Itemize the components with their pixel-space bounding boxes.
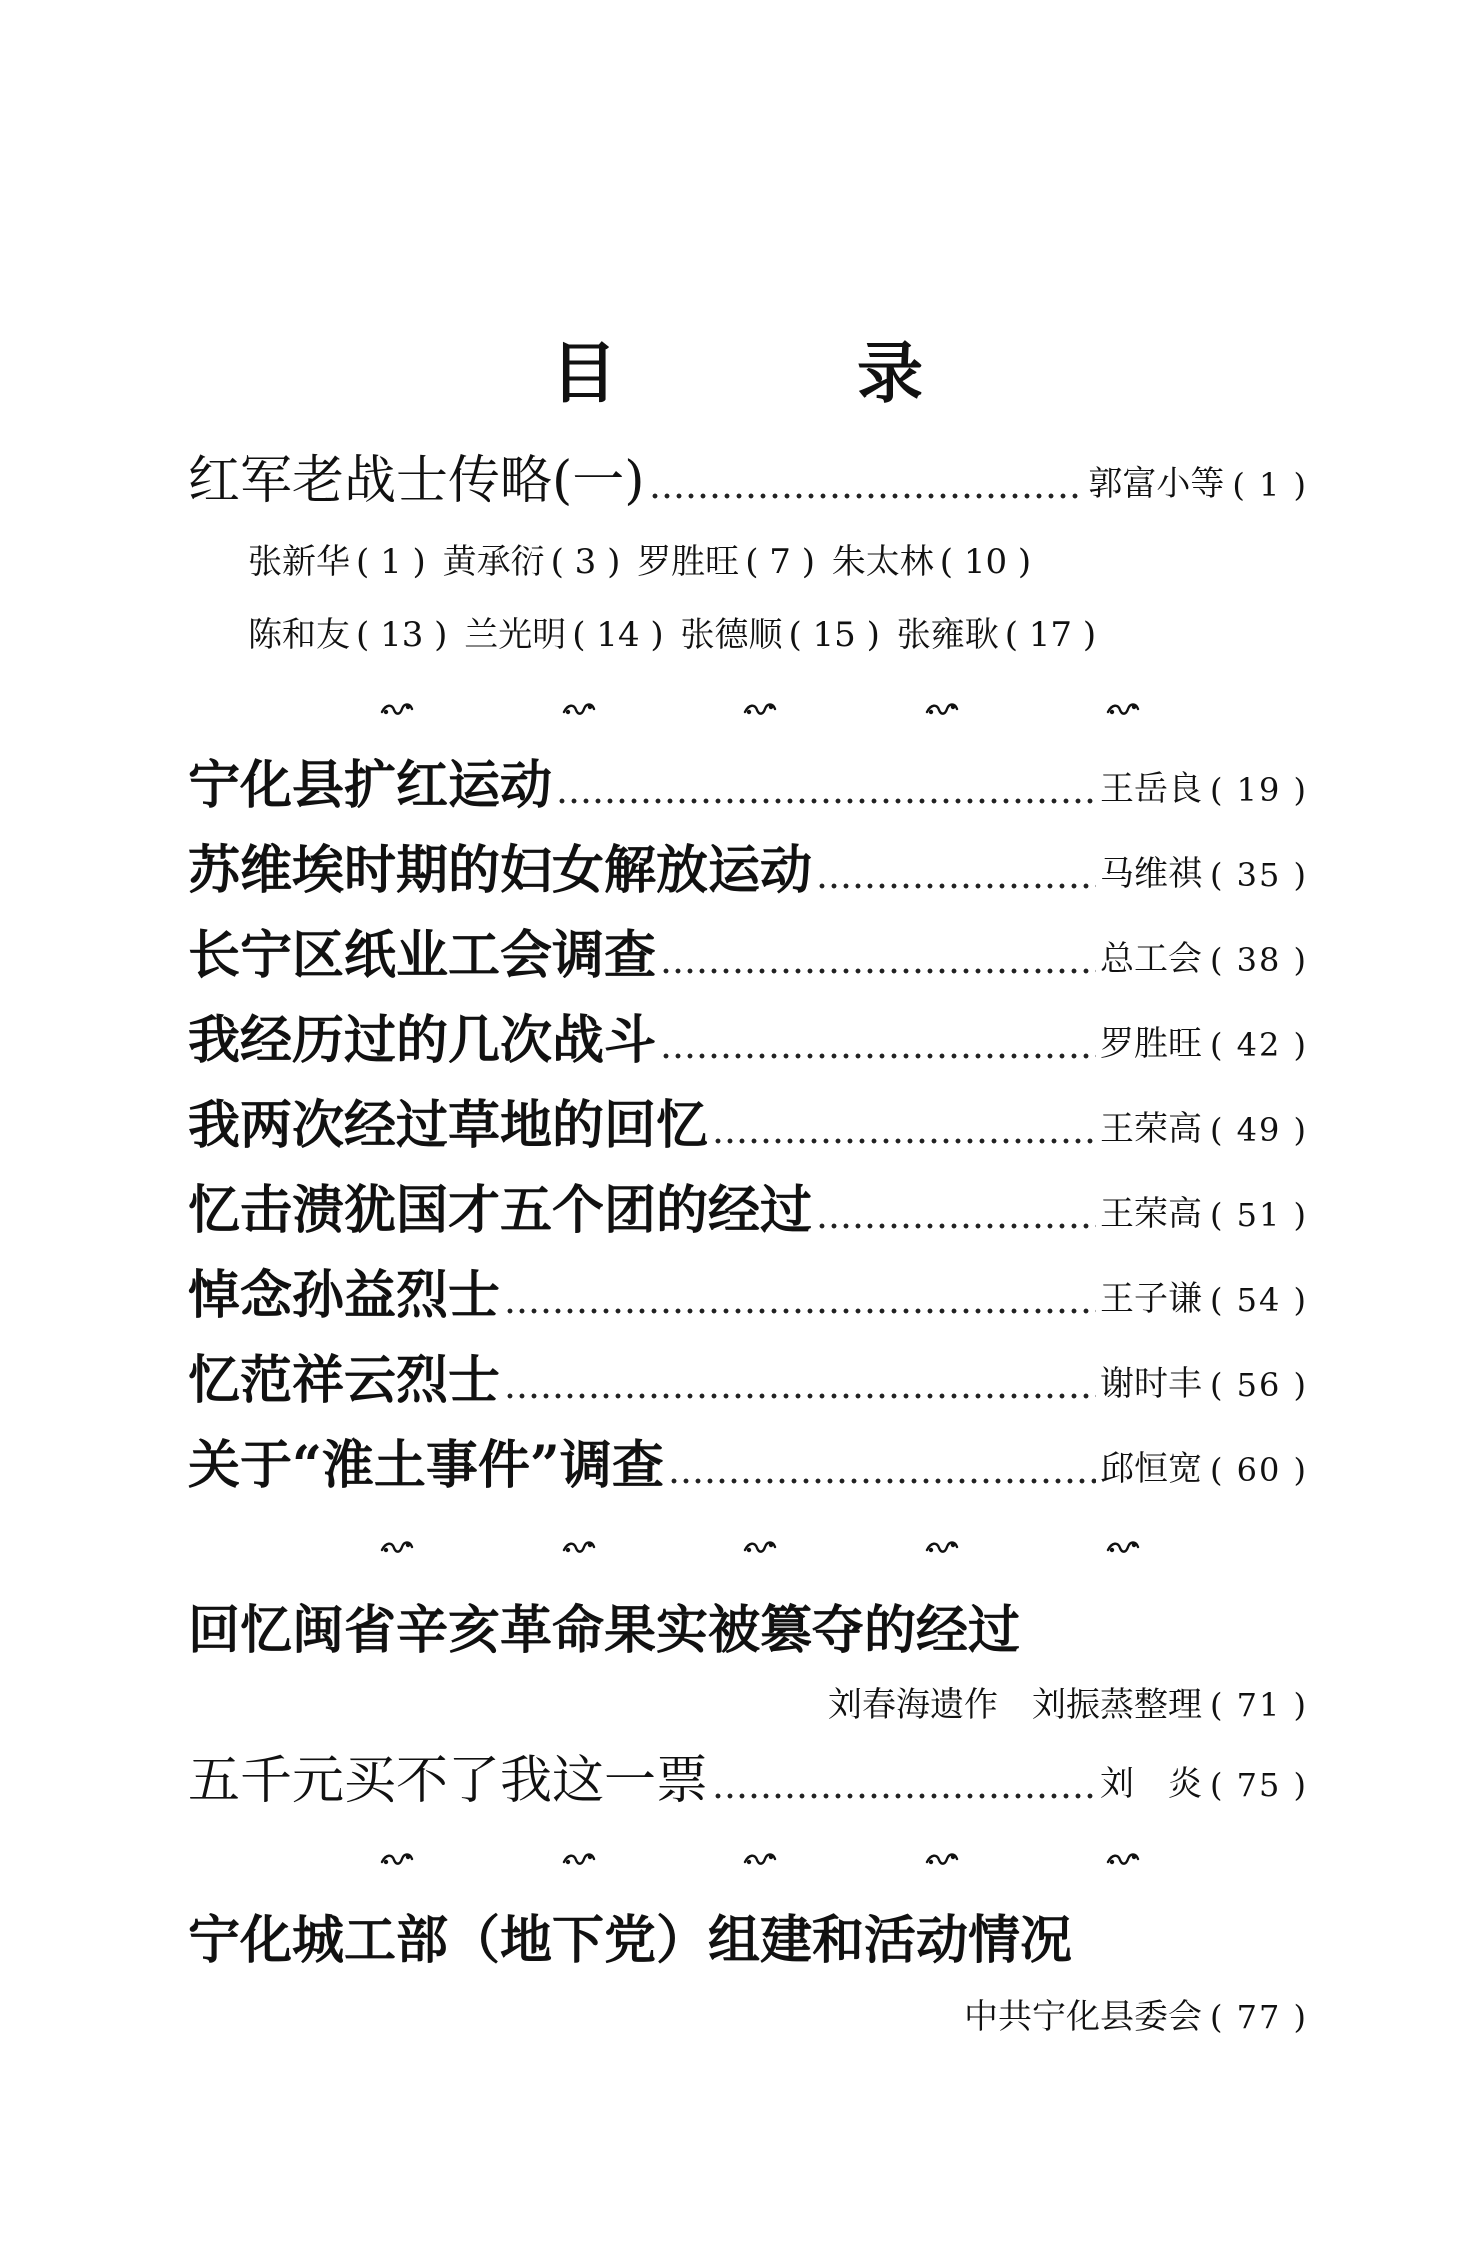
entry-page: ( 71 )	[1209, 1686, 1308, 1724]
entry-page: ( 42 )	[1209, 1026, 1308, 1064]
ornament-icon	[743, 1538, 777, 1556]
entry-title: 长宁区纸业工会调查	[188, 925, 657, 986]
entry-author: 谢时丰	[1099, 1364, 1202, 1404]
entry-author: 王荣高	[1099, 1109, 1202, 1149]
entry-page: ( 35 )	[1209, 856, 1308, 894]
entry-page: ( 51 )	[1209, 1196, 1308, 1234]
title-char-right: 录	[857, 334, 923, 412]
sub-entries-line-2	[248, 615, 1308, 655]
toc-entry	[188, 451, 1308, 511]
entry-page: ( 56 )	[1209, 1366, 1308, 1404]
ornament-icon	[925, 700, 959, 718]
entry-page: ( 54 )	[1209, 1281, 1308, 1319]
ornament-icon	[380, 1850, 414, 1868]
ornament-icon	[562, 1850, 596, 1868]
leader-dots	[660, 1051, 1096, 1061]
entry-author: 中共宁化县委会	[963, 1997, 1202, 2037]
entry-author: 邱恒宽	[1099, 1449, 1202, 1489]
entry-page: ( 75 )	[1209, 1766, 1308, 1804]
entry-title: 宁化县扩红运动	[188, 755, 553, 816]
ornament-divider	[380, 700, 1140, 718]
ornament-icon	[562, 1538, 596, 1556]
sub-entry-name: 兰光明	[464, 615, 567, 655]
entry-title: 悼念孙益烈士	[188, 1265, 501, 1326]
entry-title: 宁化城工部（地下党）组建和活动情况	[188, 1910, 1073, 1971]
sub-entry-page: ( 10 )	[939, 542, 1032, 582]
leader-dots	[649, 491, 1085, 501]
entry-author: 马维祺	[1099, 854, 1202, 894]
ornament-icon	[1106, 700, 1140, 718]
toc-entry	[188, 1010, 1308, 1071]
toc-entry	[188, 1435, 1308, 1496]
entry-author: 王子谦	[1099, 1279, 1202, 1319]
toc-entry	[188, 925, 1308, 986]
leader-dots	[816, 1221, 1096, 1231]
ornament-icon	[743, 1850, 777, 1868]
ornament-icon	[1106, 1538, 1140, 1556]
entry-author: 王岳良	[1099, 769, 1202, 809]
sub-entry-page: ( 13 )	[356, 615, 448, 655]
toc-entry	[188, 1265, 1308, 1326]
toc-entry	[188, 1180, 1308, 1241]
entry-author: 郭富小等	[1088, 464, 1225, 504]
ornament-icon	[562, 700, 596, 718]
sub-entry-name: 张德顺	[680, 615, 783, 655]
sub-entry-page: ( 1 )	[356, 542, 426, 582]
entry-title: 忆击溃犹国才五个团的经过	[188, 1180, 813, 1241]
sub-entry-page: ( 14 )	[572, 615, 664, 655]
entry-page: ( 19 )	[1209, 771, 1308, 809]
ornament-divider	[380, 1538, 1140, 1556]
entry-title: 忆范祥云烈士	[188, 1350, 501, 1411]
entry-title: 五千元买不了我这一票	[188, 1751, 709, 1811]
sub-entries-line-1	[248, 542, 1308, 582]
entry-page: ( 38 )	[1209, 941, 1308, 979]
leader-dots	[816, 881, 1096, 891]
entry-title: 我两次经过草地的回忆	[188, 1095, 709, 1156]
ornament-icon	[380, 1538, 414, 1556]
leader-dots	[668, 1476, 1096, 1486]
leader-dots	[504, 1306, 1096, 1316]
entry-page: ( 77 )	[1209, 1998, 1308, 2036]
entry-page: ( 49 )	[1209, 1111, 1308, 1149]
ornament-icon	[925, 1850, 959, 1868]
ornament-icon	[380, 700, 414, 718]
leader-dots	[712, 1791, 1096, 1801]
page-title	[0, 320, 1474, 415]
sub-entry-name: 黄承衍	[442, 542, 545, 582]
title-char-left: 目	[551, 334, 617, 412]
entry-title: 关于“淮土事件”调查	[188, 1435, 664, 1496]
entry-author: 刘春海遗作 刘振蒸整理	[827, 1685, 1202, 1725]
entry-author: 罗胜旺	[1099, 1024, 1202, 1064]
ornament-icon	[925, 1538, 959, 1556]
sub-entry-page: ( 15 )	[788, 615, 880, 655]
toc-entry	[188, 1095, 1308, 1156]
sub-entry-page: ( 3 )	[550, 542, 621, 582]
leader-dots	[712, 1136, 1096, 1146]
entry-author: 刘 炎	[1099, 1764, 1202, 1804]
leader-dots	[660, 966, 1096, 976]
ornament-icon	[1106, 1850, 1140, 1868]
entry-credit	[963, 1997, 1308, 2037]
ornament-icon	[743, 700, 777, 718]
toc-entry	[188, 840, 1308, 901]
sub-entry-page: ( 7 )	[745, 542, 815, 582]
sub-entry-name: 张新华	[248, 542, 350, 582]
entry-author: 王荣高	[1099, 1194, 1202, 1234]
entry-title: 我经历过的几次战斗	[188, 1010, 657, 1071]
entry-page: ( 60 )	[1209, 1451, 1308, 1489]
leader-dots	[504, 1391, 1096, 1401]
ornament-divider	[380, 1850, 1140, 1868]
sub-entry-name: 罗胜旺	[637, 542, 740, 582]
entry-title: 回忆闽省辛亥革命果实被篡夺的经过	[188, 1600, 1021, 1661]
entry-title: 红军老战士传略(一)	[188, 451, 645, 511]
sub-entry-name: 陈和友	[248, 615, 350, 655]
entry-credit	[827, 1685, 1308, 1725]
sub-entry-name: 张雍耿	[896, 615, 999, 655]
leader-dots	[556, 796, 1096, 806]
entry-page: ( 1 )	[1232, 466, 1308, 504]
toc-entry	[188, 1751, 1308, 1811]
sub-entry-page: ( 17 )	[1004, 615, 1097, 655]
toc-entry	[188, 755, 1308, 816]
entry-author: 总工会	[1099, 939, 1202, 979]
entry-title: 苏维埃时期的妇女解放运动	[188, 840, 813, 901]
toc-entry	[188, 1350, 1308, 1411]
sub-entry-name: 朱太林	[831, 542, 934, 582]
